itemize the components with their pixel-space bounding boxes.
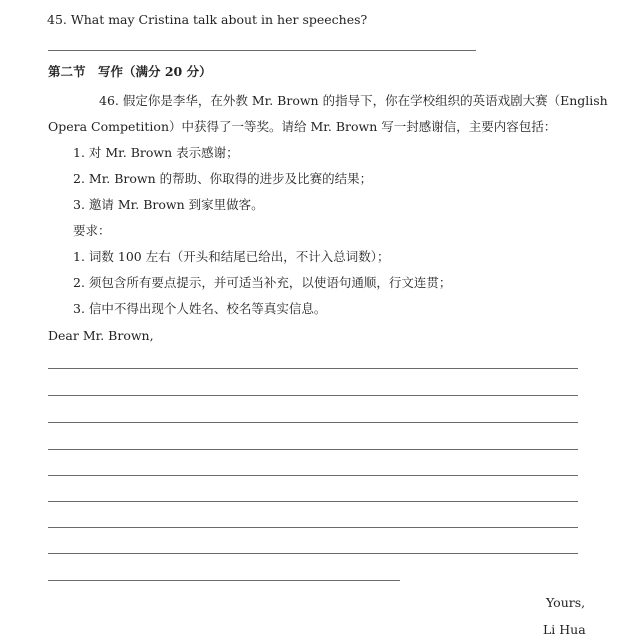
content-point: 1. 对 Mr. Brown 表示感谢； <box>73 145 239 160</box>
prompt-line-2: Opera Competition）中获得了一等奖。请给 Mr. Brown 写一封感谢信，主要内容包括： <box>48 119 557 134</box>
requirement-item: 1. 词数 100 左右（开头和结尾已给出，不计入总词数）； <box>73 249 390 264</box>
letter-signature: Li Hua <box>543 622 586 637</box>
content-point: 3. 邀请 Mr. Brown 到家里做客。 <box>73 197 264 212</box>
requirement-item: 2. 须包含所有要点提示，并可适当补充，以使语句通顺，行文连贯； <box>73 275 452 290</box>
writing-line <box>48 475 578 476</box>
answer-line <box>48 50 476 51</box>
writing-line <box>48 395 578 396</box>
content-point: 2. Mr. Brown 的帮助、你取得的进步及比赛的结果； <box>73 171 373 186</box>
writing-line <box>48 422 578 423</box>
requirements-title: 要求： <box>73 223 111 238</box>
requirement-item: 3. 信中不得出现个人姓名、校名等真实信息。 <box>73 301 327 316</box>
writing-line-short <box>48 580 400 581</box>
writing-line <box>48 368 578 369</box>
letter-closing: Yours, <box>546 595 586 610</box>
question-45-text: 45. What may Cristina talk about in her speeches? <box>47 12 368 27</box>
writing-line <box>48 501 578 502</box>
writing-line <box>48 527 578 528</box>
prompt-line-1: 46. 假定你是李华，在外教 Mr. Brown 的指导下，你在学校组织的英语戏剧大赛（English <box>99 93 608 108</box>
letter-salutation: Dear Mr. Brown, <box>48 328 154 343</box>
writing-line <box>48 553 578 554</box>
section-heading: 第二节 写作（满分 20 分） <box>48 64 212 79</box>
writing-line <box>48 449 578 450</box>
